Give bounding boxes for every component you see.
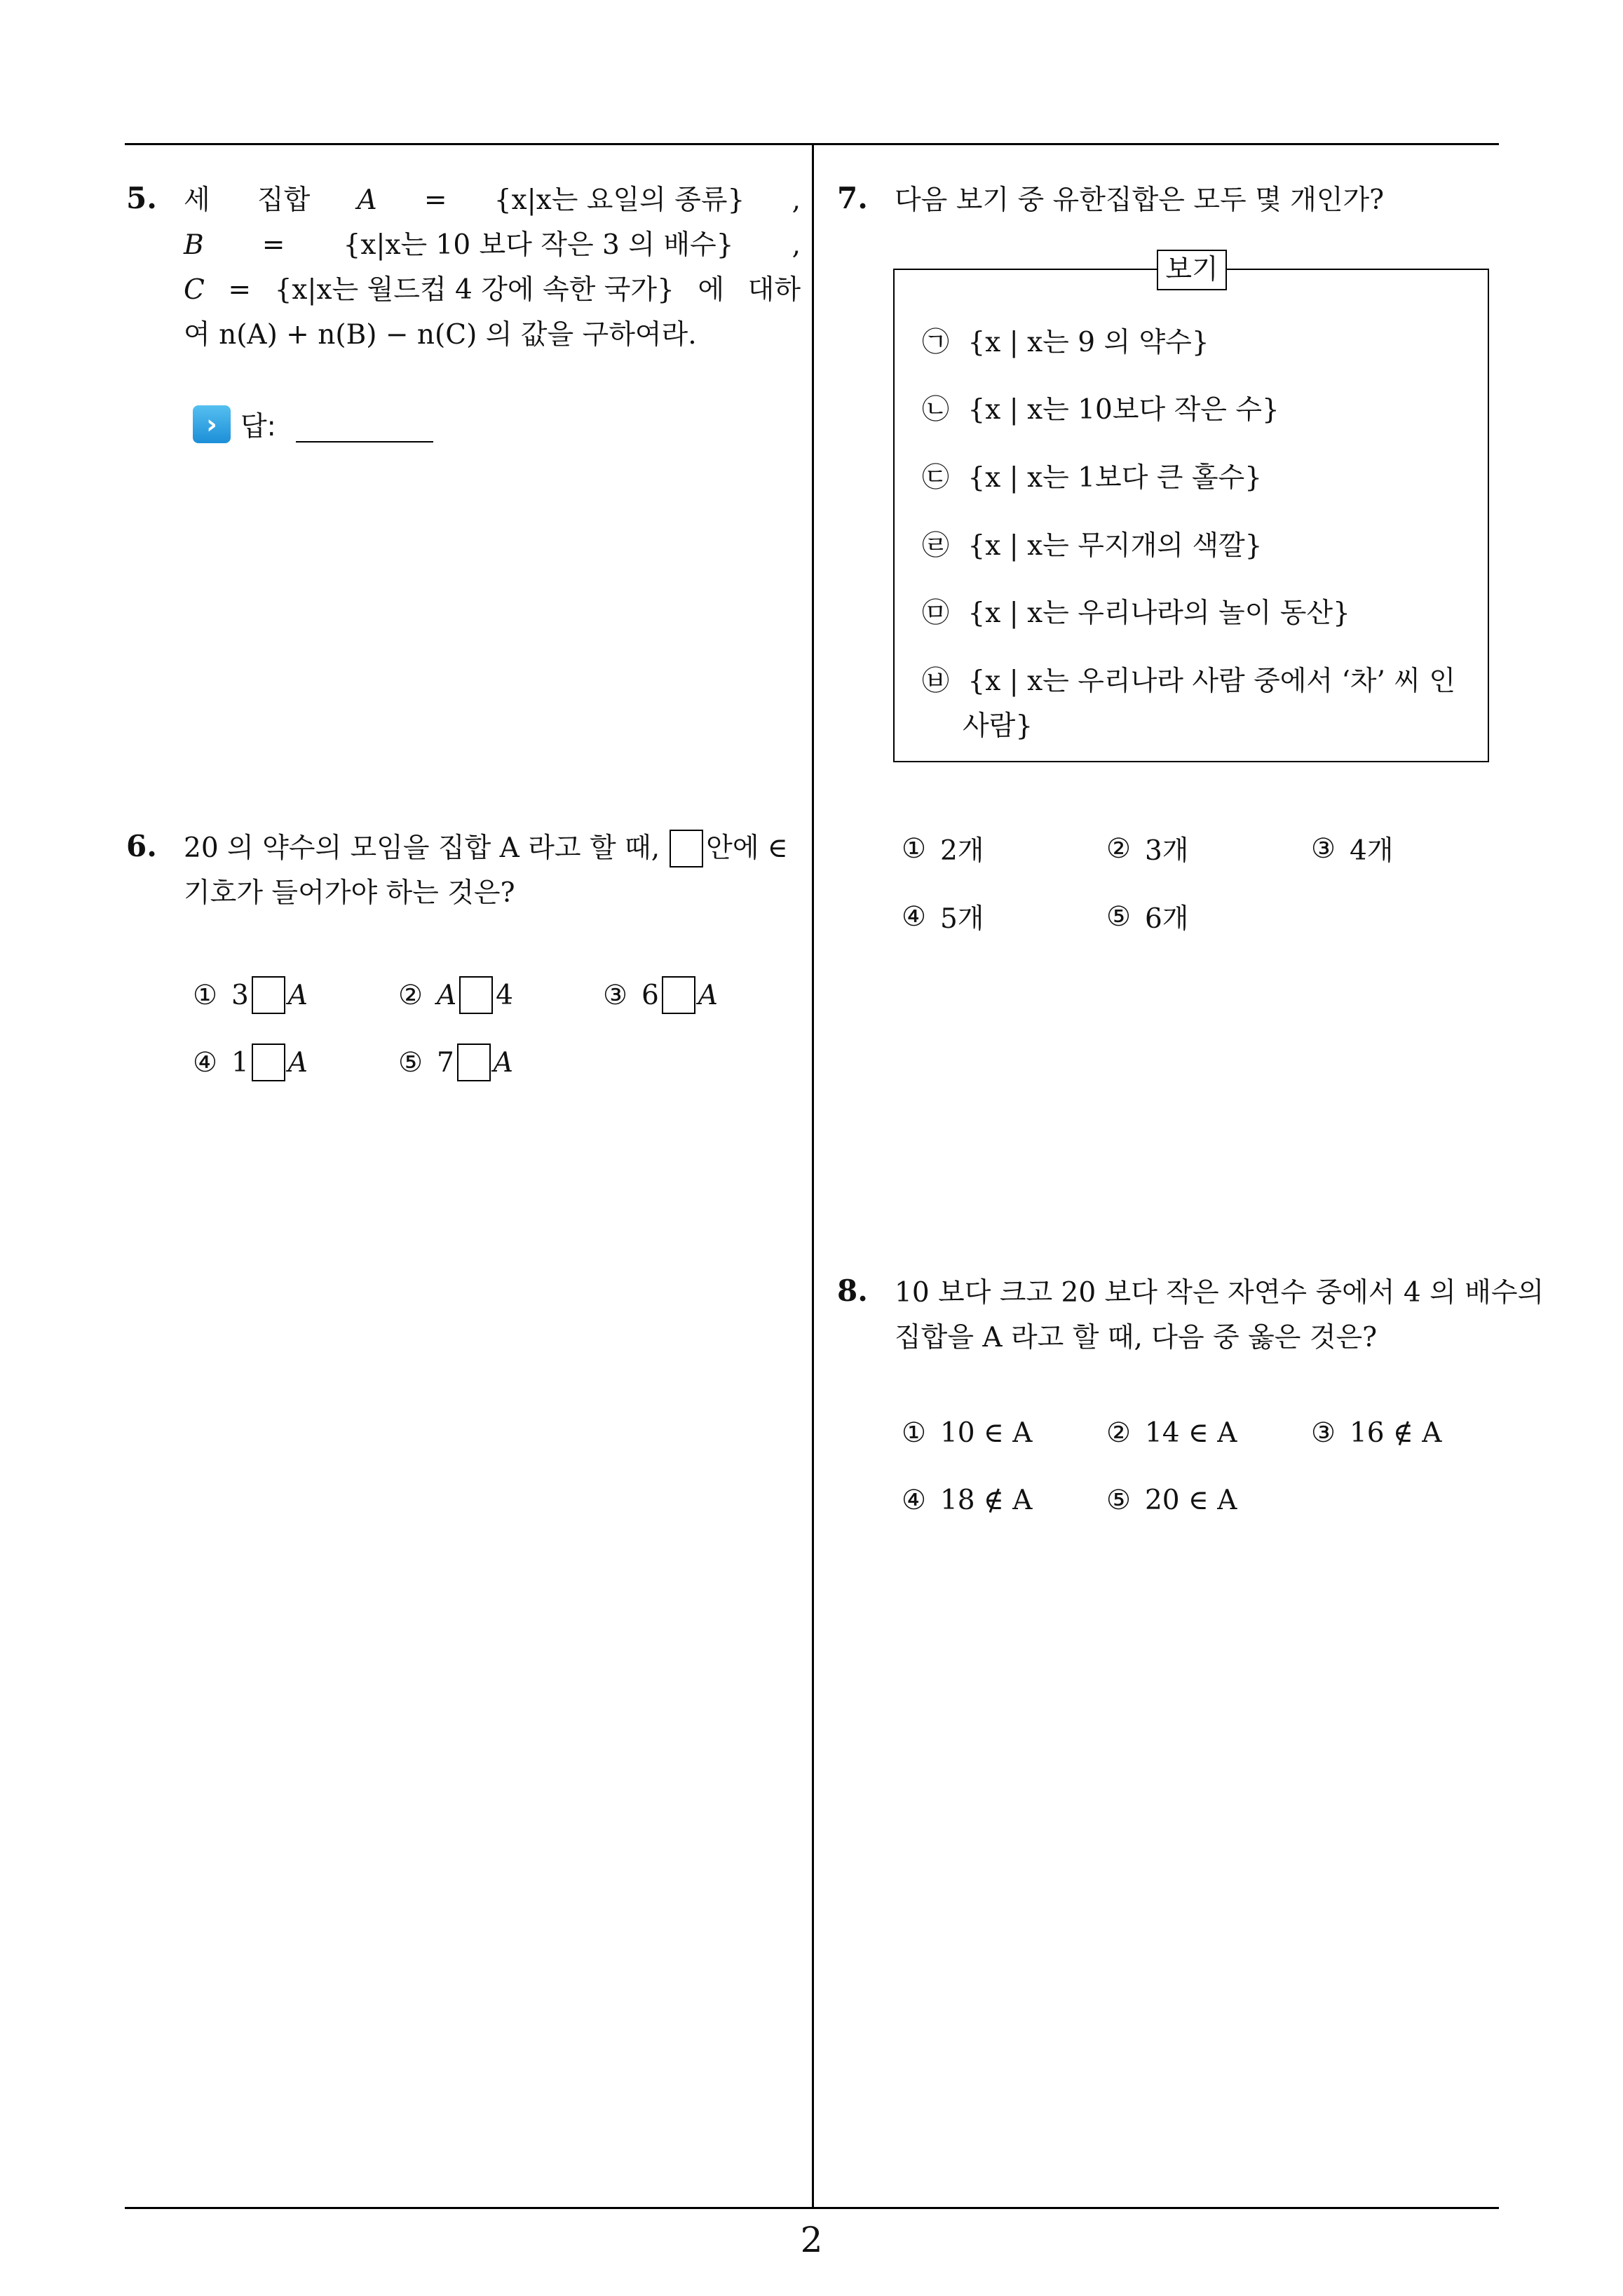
bogi-item-1: ㉠ {x | x는 9 의 약수} [922,327,1209,358]
answer-label: 답: [240,411,276,443]
q8-choice-1[interactable]: ① 10 ∈ A [902,1417,1033,1449]
blank-box [457,1044,491,1081]
blank-box [252,976,285,1014]
bogi-item-3: ㉢ {x | x는 1보다 큰 홀수} [922,462,1263,494]
q8-choice-5[interactable]: ⑤ 20 ∈ A [1106,1485,1237,1516]
q7-text: 다음 보기 중 유한집합은 모두 몇 개인가? [895,184,1385,216]
q6-line-1: 20 의 약수의 모임을 집합 A 라고 할 때, 안에 ∈ [184,826,801,871]
q7-choice-3[interactable]: ③ 4개 [1311,832,1394,867]
q8-number: 8. [837,1274,868,1308]
bogi-title: 보기 [1157,250,1227,290]
blank-box [670,830,703,867]
blank-box [459,976,493,1014]
q6-choice-4[interactable]: ④ 1 A [193,1044,308,1081]
q6-choice-2[interactable]: ② A 4 [398,976,513,1014]
bogi-item-6: ㉥ {x | x는 우리나라 사람 중에서 ‘차’ 씨 인 사람} [922,666,1456,742]
q7-number: 7. [837,181,868,215]
q7-choice-1[interactable]: ① 2개 [902,832,984,867]
q6-line-2: 기호가 들어가야 하는 것은? [184,877,515,909]
q5-answer [193,405,433,444]
q6-text [184,826,801,916]
blank-box [252,1044,285,1081]
q8-text [895,1271,1544,1360]
q5-line-4: 여 n(A) + n(B) − n(C) 의 값을 구하여라. [184,319,697,351]
q8-choice-3[interactable]: ③ 16 ∉ A [1311,1417,1442,1449]
q6-number: 6. [126,829,157,863]
bogi-item-2: ㉡ {x | x는 10보다 작은 수} [922,394,1279,426]
q8-line-2: 집합을 A 라고 할 때, 다음 중 옳은 것은? [895,1322,1378,1353]
q5-text [184,178,801,358]
q8-choice-2[interactable]: ② 14 ∈ A [1106,1417,1237,1449]
answer-blank-line[interactable] [296,441,433,443]
bogi-item-5: ㉤ {x | x는 우리나라의 놀이 동산} [922,597,1350,629]
q7-choice-4[interactable]: ④ 5개 [902,900,984,935]
column-divider [812,143,814,2208]
q7-choice-5[interactable]: ⑤ 6개 [1106,900,1189,935]
q7-choice-2[interactable]: ② 3개 [1106,832,1189,867]
blank-box [662,976,695,1014]
q5-line-3: C = {x|x는 월드컵 4 강에 속한 국가} 에 대하 [184,274,801,306]
q5-line-1: 세 집합 A = {x|x는 요일의 종류} , [184,184,801,216]
q6-choice-5[interactable]: ⑤ 7 A [398,1044,513,1081]
q8-choice-4[interactable]: ④ 18 ∉ A [902,1485,1033,1516]
bogi-item-4: ㉣ {x | x는 무지개의 색깔} [922,530,1263,562]
q6-choice-3[interactable]: ③ 6 A [603,976,718,1014]
q6-choice-1[interactable]: ① 3 A [193,976,308,1014]
q5-line-2: B = {x|x는 10 보다 작은 3 의 배수} , [184,229,801,261]
q5-number: 5. [126,181,157,215]
bottom-rule [125,2207,1499,2209]
chevron-right-icon: › [193,405,231,443]
page-number: 2 [800,2220,823,2260]
q8-line-1: 10 보다 크고 20 보다 작은 자연수 중에서 4 의 배수의 [895,1277,1544,1309]
